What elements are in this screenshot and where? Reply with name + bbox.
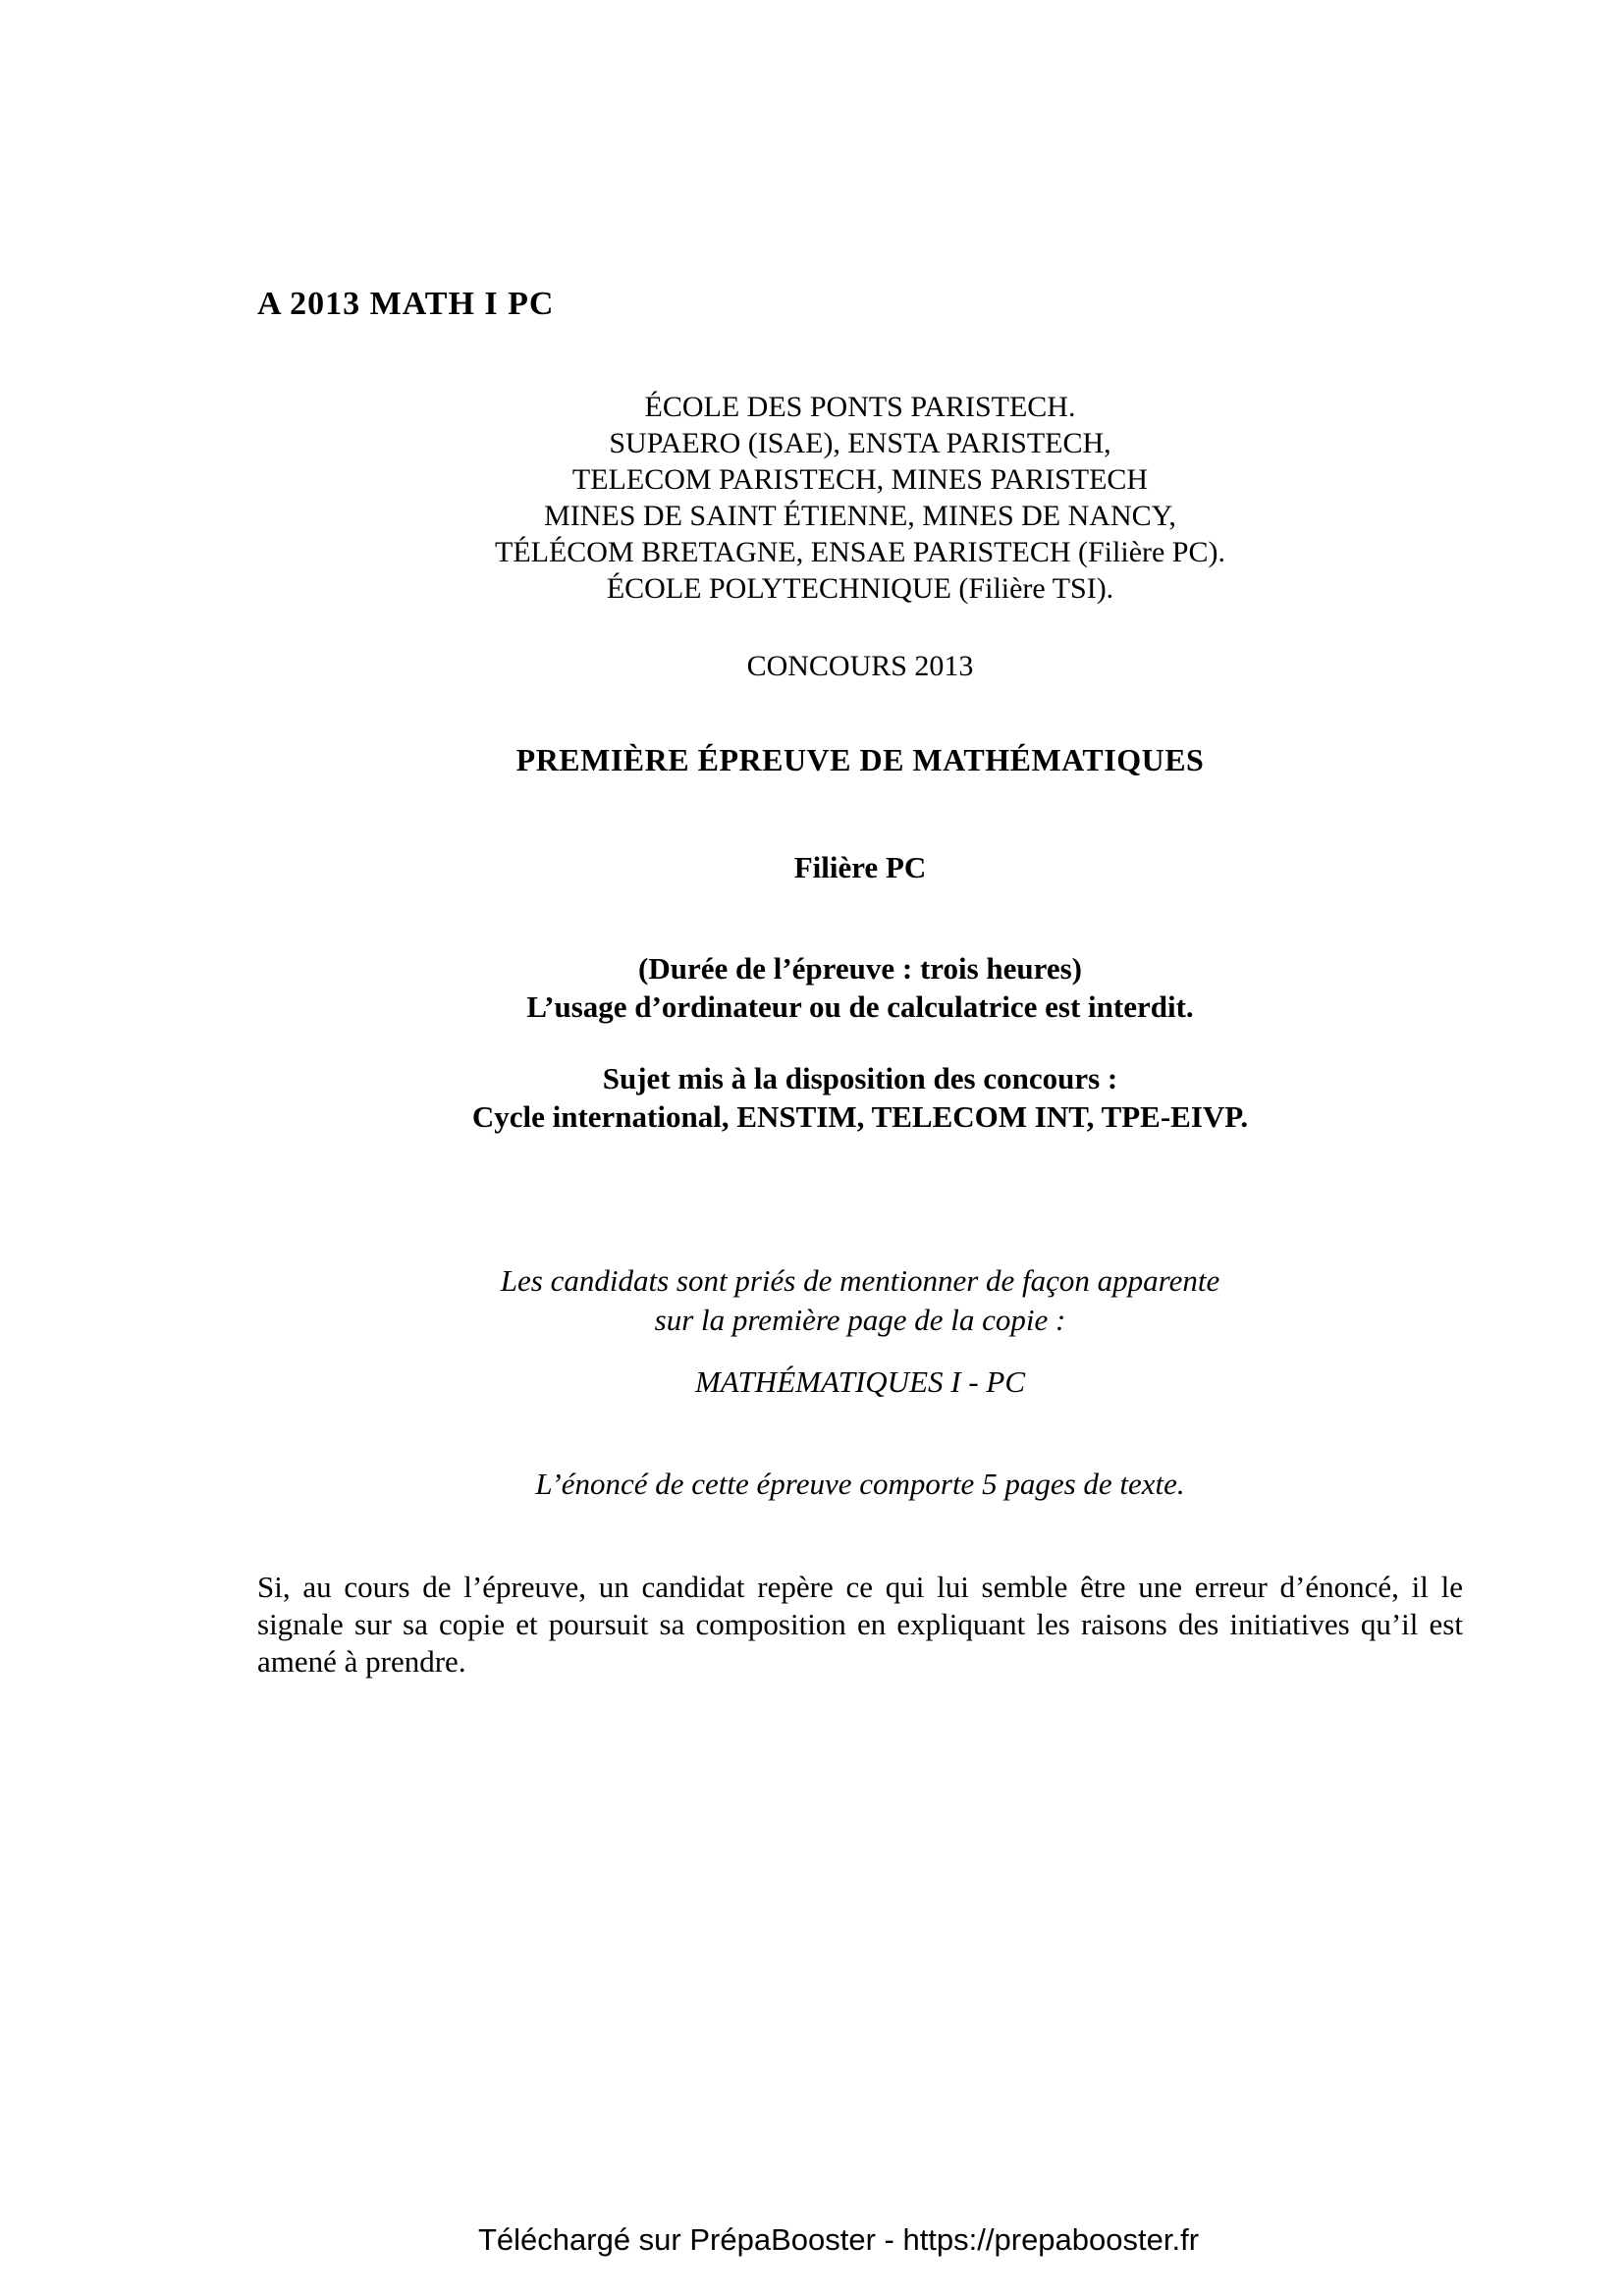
calculator-rule-line: L’usage d’ordinateur ou de calculatrice est interdit.: [526, 989, 1194, 1024]
footer-watermark: Téléchargé sur PrépaBooster - https://prepabooster.fr: [477, 2222, 1200, 2257]
mention-notice-line: sur la première page de la copie :: [654, 1303, 1066, 1337]
document-code: A 2013 MATH I PC: [257, 286, 555, 322]
school-line: SUPAERO (ISAE), ENSTA PARISTECH,: [609, 427, 1111, 459]
page-count-note: L’énoncé de cette épreuve comporte 5 pages de texte.: [535, 1467, 1185, 1501]
school-list: [257, 389, 1463, 607]
duration-block: [257, 949, 1463, 1026]
school-line: TELECOM PARISTECH, MINES PARISTECH: [571, 463, 1149, 496]
availability-schools-line: Cycle international, ENSTIM, TELECOM INT, TPE-EIVP.: [471, 1099, 1249, 1134]
paper-label: MATHÉMATIQUES I - PC: [694, 1364, 1026, 1399]
school-line: MINES DE SAINT ÉTIENNE, MINES DE NANCY,: [544, 500, 1176, 532]
availability-line: Sujet mis à la disposition des concours :: [602, 1061, 1118, 1095]
filiere-label: Filière PC: [793, 850, 927, 884]
duration-line: (Durée de l’épreuve : trois heures): [638, 951, 1082, 986]
mention-notice: [257, 1261, 1463, 1340]
school-line: ÉCOLE DES PONTS PARISTECH.: [644, 391, 1076, 423]
exam-title: PREMIÈRE ÉPREUVE DE MATHÉMATIQUES: [515, 742, 1205, 777]
concours-year: CONCOURS 2013: [746, 650, 974, 682]
availability-block: [257, 1059, 1463, 1136]
erratum-notice: Si, au cours de l’épreuve, un candidat repère ce qui lui semble être une erreur d’énoncé, il le signale sur sa copie et poursuit sa composition en expliquant les raisons des initiatives qu’il est amené à prendre.: [257, 1570, 1463, 1679]
school-line: ÉCOLE POLYTECHNIQUE (Filière TSI).: [606, 572, 1114, 605]
school-line: TÉLÉCOM BRETAGNE, ENSAE PARISTECH (Filière PC).: [495, 536, 1225, 568]
mention-notice-line: Les candidats sont priés de mentionner de façon apparente: [500, 1263, 1220, 1298]
